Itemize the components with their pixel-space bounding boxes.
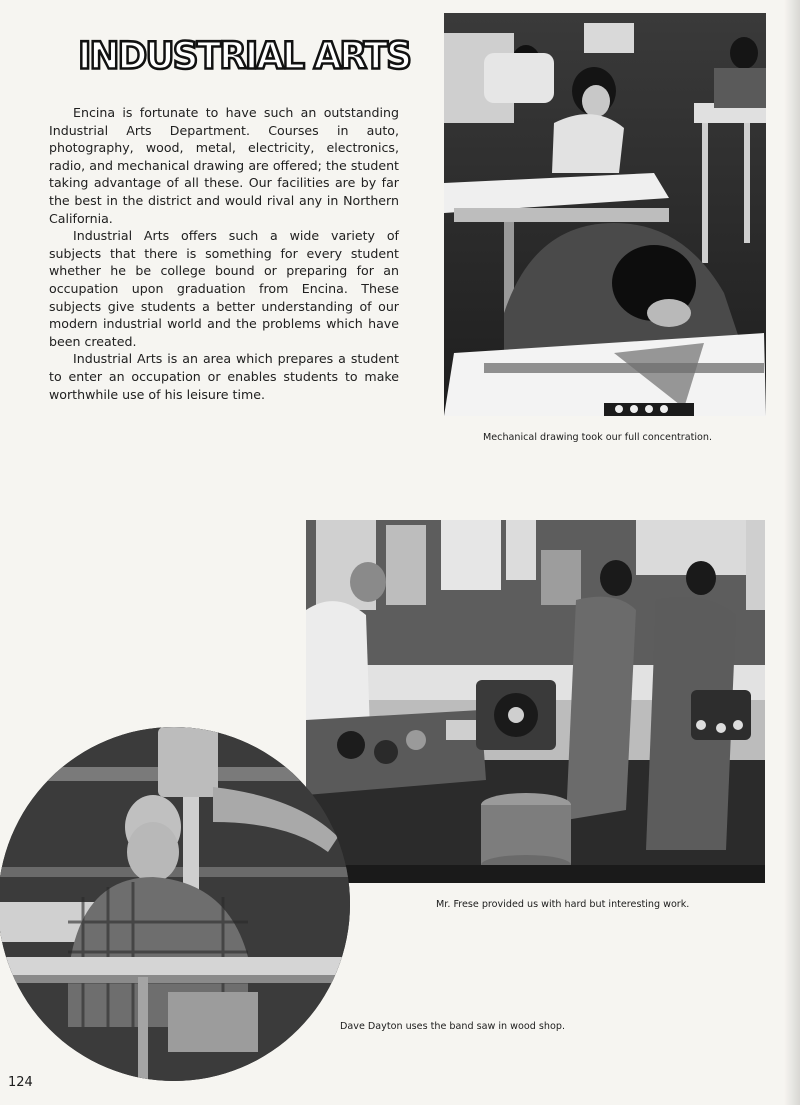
band-saw-caption: Dave Dayton uses the band saw in wood shop. bbox=[340, 1021, 565, 1032]
page-number: 124 bbox=[8, 1075, 33, 1090]
mechanical-drawing-photo bbox=[444, 13, 766, 416]
paragraph-2: Industrial Arts offers such a wide variety of subjects that there is something for every student whether he be college bound or preparing for an occupation upon graduation from Encina. These subjects give students a better understanding of our modern industrial world and the problems which have been created. bbox=[49, 228, 399, 349]
mechanical-drawing-caption: Mechanical drawing took our full concentration. bbox=[483, 432, 713, 443]
paragraph-1: Encina is fortunate to have such an outstanding Industrial Arts Department. Courses in auto, photography, wood, metal, electricity, electronics, radio, and mechanical drawing are offered; the student taking advantage of all these. Our facilities are by far the best in the district and would rival any in Northern California. bbox=[49, 105, 399, 226]
article-body bbox=[49, 104, 399, 403]
auto-shop-caption: Mr. Frese provided us with hard but interesting work. bbox=[436, 899, 690, 910]
page-edge-shadow bbox=[784, 0, 800, 1105]
band-saw-photo bbox=[0, 727, 350, 1081]
auto-shop-photo bbox=[306, 520, 765, 883]
page-title: INDUSTRIAL ARTS bbox=[78, 34, 411, 79]
paragraph-3: Industrial Arts is an area which prepares a student to enter an occupation or enables students to make worthwhile use of his leisure time. bbox=[49, 351, 399, 402]
